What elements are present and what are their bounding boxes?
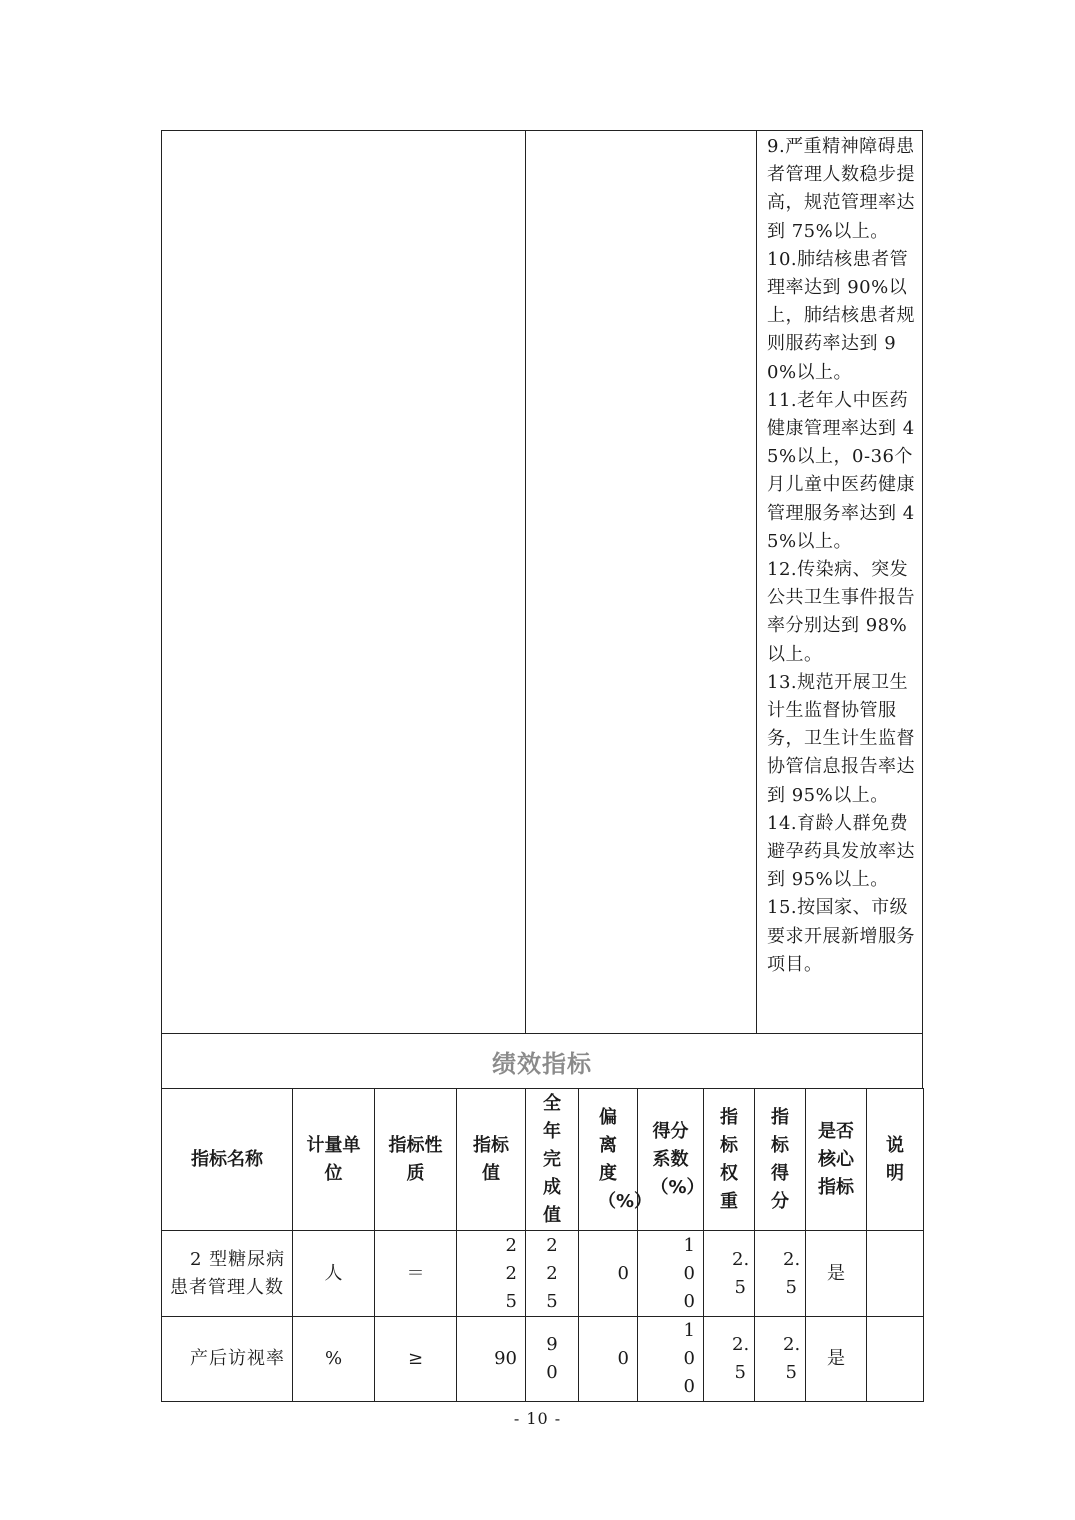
cell-name: 产后访视率 <box>162 1317 293 1402</box>
cell-value: 90 <box>457 1317 526 1402</box>
header-coef: 得分系数（%） <box>638 1089 704 1231</box>
table-header-row <box>162 1089 924 1231</box>
table-row <box>162 1317 924 1402</box>
cell-coef: 100 <box>638 1317 704 1402</box>
target-list-cell <box>757 131 922 1033</box>
cell-unit: 人 <box>293 1231 375 1317</box>
cell-nature: ＝ <box>375 1231 457 1317</box>
header-core: 是否核心指标 <box>806 1089 867 1231</box>
header-indicator-name: 指标名称 <box>162 1089 293 1231</box>
cell-actual: 225 <box>526 1231 579 1317</box>
header-nature: 指标性质 <box>375 1089 457 1231</box>
cell-core: 是 <box>806 1317 867 1402</box>
target-item-14: 14.育龄人群免费避孕药具发放率达到 95%以上。 <box>767 812 915 891</box>
cell-actual: 90 <box>526 1317 579 1402</box>
target-item-12: 12.传染病、突发公共卫生事件报告率分别达到 98%以上。 <box>767 559 915 665</box>
section-header-row <box>161 1033 923 1089</box>
cell-score: 2.5 <box>755 1317 806 1402</box>
empty-cell-left <box>162 131 526 1033</box>
target-item-15: 15.按国家、市级要求开展新增服务项目。 <box>767 897 915 975</box>
cell-nature: ≥ <box>375 1317 457 1402</box>
target-item-10: 10.肺结核患者管理率达到 90%以上，肺结核患者规则服药率达到 90%以上。 <box>767 248 915 383</box>
header-note: 说明 <box>867 1089 924 1231</box>
header-actual: 全年完成值 <box>526 1089 579 1231</box>
header-score: 指标得分 <box>755 1089 806 1231</box>
cell-weight: 2.5 <box>704 1317 755 1402</box>
cell-unit: % <box>293 1317 375 1402</box>
cell-note <box>867 1317 924 1402</box>
cell-coef: 100 <box>638 1231 704 1317</box>
section-title: 绩效指标 <box>492 1049 592 1078</box>
targets-table-continued <box>161 130 923 1033</box>
header-weight: 指标权重 <box>704 1089 755 1231</box>
cell-score: 2.5 <box>755 1231 806 1317</box>
cell-name: 2 型糖尿病患者管理人数 <box>162 1231 293 1317</box>
cell-deviation: 0 <box>579 1317 638 1402</box>
page-number: - 10 - <box>513 1409 562 1428</box>
performance-metrics-table <box>161 1088 924 1402</box>
cell-core: 是 <box>806 1231 867 1317</box>
header-unit: 计量单位 <box>293 1089 375 1231</box>
target-item-13: 13.规范开展卫生计生监督协管服务，卫生计生监督协管信息报告率达到 95%以上。 <box>767 671 915 806</box>
header-deviation: 偏离度（%） <box>579 1089 638 1231</box>
cell-value: 225 <box>457 1231 526 1317</box>
empty-cell-middle <box>526 131 757 1033</box>
cell-weight: 2.5 <box>704 1231 755 1317</box>
cell-note <box>867 1231 924 1317</box>
target-item-11: 11.老年人中医药健康管理率达到 45%以上，0-36个月儿童中医药健康管理服务率达到 45%以上。 <box>767 389 915 552</box>
target-item-9: 9.严重精神障碍患者管理人数稳步提高，规范管理率达到 75%以上。 <box>767 136 915 242</box>
cell-deviation: 0 <box>579 1231 638 1317</box>
header-value: 指标值 <box>457 1089 526 1231</box>
table-row <box>162 1231 924 1317</box>
